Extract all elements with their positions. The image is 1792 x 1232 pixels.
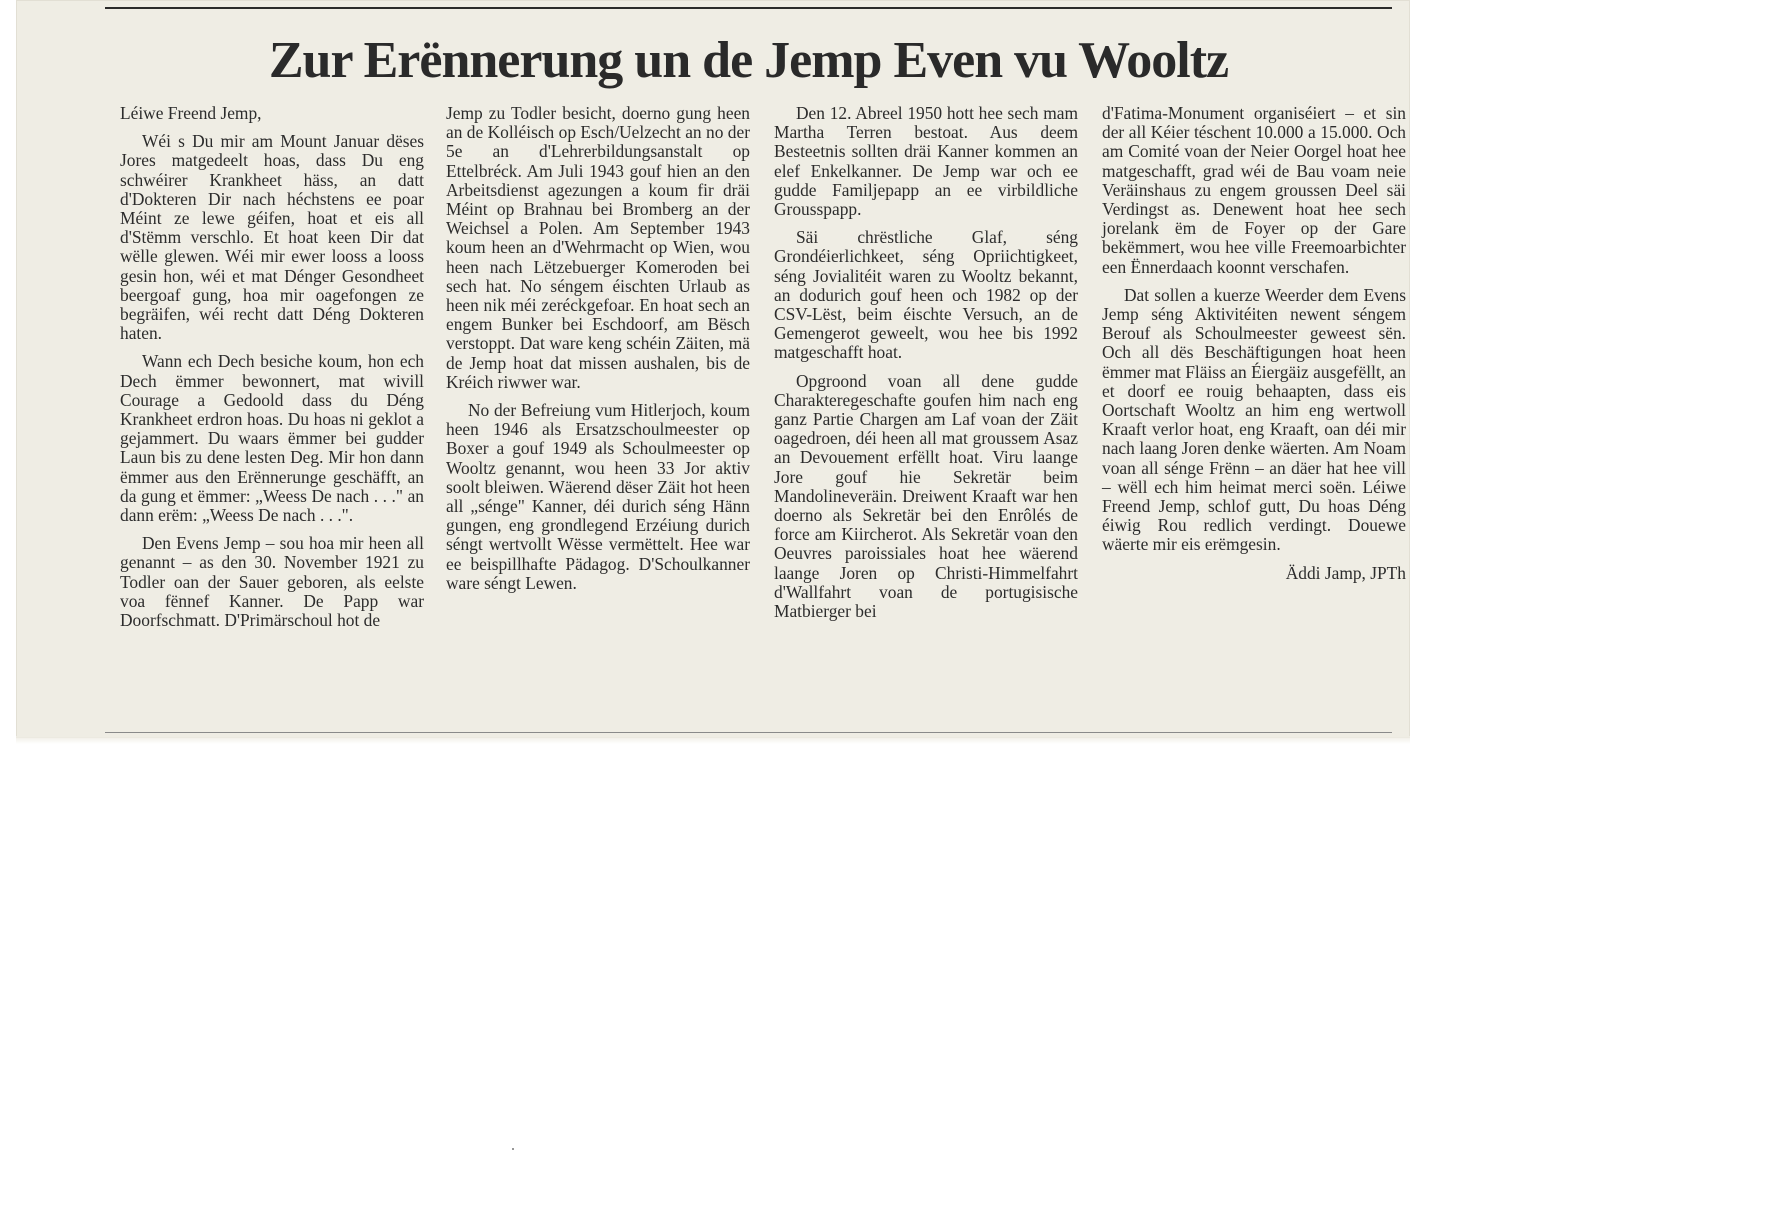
article-column-3 — [774, 104, 1078, 704]
article-column-1 — [120, 104, 424, 704]
paragraph: Dat sollen a kuerze Weerder dem Evens Jemp séng Aktivitéiten newent séngem Berouf als Schoulmeester geweest sën. Och all dës Beschäftigungen hoat heen ëmmer mat Fläiss an Éiergäiz ausgefëllt, an et doorf ee rouig behaapten, dass eis Oortschaft Wooltz an him eng wertwoll Kraaft verlor hoat, eng Kraaft, oan déi mir nach laang Joren denke wäerten. Am Noam voan all sénge Frënn – an däer hat hee vill – wëll ech him heimat merci soën. Léiwe Freend Jemp, schlof gutt, Du hoas Déng éiwig Rou redlich verdingt. Douewe wäerte mir eis erëmgesin. — [1102, 284, 1406, 555]
paragraph: Den Evens Jemp – sou hoa mir heen all genannt – as den 30. November 1921 zu Todler oan der Sauer geboren, als eelste voa fënnef Kanner. De Papp war Doorfschmatt. D'Primärschoul hot de — [120, 533, 424, 631]
article-column-2 — [446, 104, 750, 704]
signature: Äddi Jamp, JPTh — [1285, 562, 1406, 583]
bottom-rule — [105, 732, 1392, 733]
paragraph: Wann ech Dech besiche koum, hon ech Dech ëmmer bewonnert, mat wivill Courage a Gedoold dass du Déng Krankheet erdron hoas. Du hoas ni geklot a gejammert. Du waars ëmmer bei gudder Laun bis zu dene lesten Deg. Mir hon dann ëmmer aus den Erënnerunge geschäfft, an da gung et ëmmer: „Weess De nach . . ." an dann erëm: „Weess De nach . . .". — [120, 351, 424, 526]
newspaper-clipping — [16, 0, 1410, 738]
paragraph: d'Fatima-Monument organiséiert – et sin der all Kéier téschent 10.000 a 15.000. Och am Comité voan der Neier Oorgel hoat hee matgeschafft, grad wéi de Bau voam neie Veräinshaus zu engem groussen Deel säi Verdingst as. Denewent hoat hee sech jorelank ëm de Foyer op der Gare bekëmmert, wou hee ville Freemoarbichter een Ënnerdaach koonnt verschafen. — [1102, 103, 1406, 277]
salutation: Léiwe Freend Jemp, — [120, 103, 262, 123]
paragraph: Wéi s Du mir am Mount Januar dëses Jores matgedeelt hoas, dass Du eng schwéirer Krankheet häss, an datt d'Dokteren Dir nach héchstens ee poar Méint ze lewe géifen, hoat et eis all d'Stëmm verschlo. Et hoat keen Dir dat wëlle glewen. Wéi mir ewer looss a looss gesin hon, wéi et mat Dénger Gesondheet beergoaf gung, hoa mir oagefongen ze begräifen, wéi recht datt Déng Dokteren haten. — [120, 131, 424, 344]
article-column-4 — [1102, 104, 1406, 704]
scan-speck — [512, 1148, 514, 1150]
paragraph: Jemp zu Todler besicht, doerno gung heen an de Kolléisch op Esch/Uelzecht an no der 5e an d'Lehrerbildungsanstalt op Ettelbréck. Am Juli 1943 gouf hien an den Arbeitsdienst agezungen a koum fir dräi Méint op Brahnau bei Bromberg an der Weichsel a Polen. Am September 1943 koum heen an d'Wehrmacht op Wien, wou heen nach Lëtzebuerger Komeroden bei sech hat. No séngem éischten Urlaub as heen nik méi zeréckgefoar. En hoat sech an engem Bunker bei Eschdoorf, am Bësch verstoppt. Dat ware keng schéin Zäiten, mä de Jemp hoat dat missen aushalen, bis de Kréich riwwer war. — [446, 103, 750, 392]
top-rule — [105, 7, 1392, 9]
paragraph: Säi chrëstliche Glaf, séng Grondéierlichkeet, séng Opriichtigkeet, séng Jovialitéit waren zu Wooltz bekannt, an dodurich gouf heen och 1982 op der CSV-Lëst, beim éischte Versuch, an de Gemengerot geweelt, wou hee bis 1992 matgeschafft hoat. — [774, 227, 1078, 363]
paragraph: Den 12. Abreel 1950 hott hee sech mam Martha Terren bestoat. Aus deem Besteetnis sollten dräi Kanner kommen an elef Enkelkanner. De Jemp war och ee gudde Familjepapp an ee virbildliche Grousspapp. — [774, 103, 1078, 220]
paragraph: No der Befreiung vum Hitlerjoch, koum heen 1946 als Ersatzschoulmeester op Boxer a gouf 1949 als Schoulmeester op Wooltz genannt, wou heen 33 Jor aktiv soolt bleiwen. Wäerend dëser Zäit hot heen all „sénge" Kanner, déi durich séng Hänn gungen, eng grondlegend Erzéiung durich séngt wertvollt Wësse vermëttelt. Hee war ee beispillhafte Pädagog. D'Schoulkanner ware séngt Lewen. — [446, 400, 750, 593]
paragraph: Opgroond voan all dene gudde Charakteregeschafte goufen him nach eng ganz Partie Chargen am Laf voan der Zäit oagedroen, déi heen all mat groussem Asaz an Devouement erfëllt hoat. Viru laange Jore gouf hie Sekretär beim Mandolineveräin. Dreiwent Kraaft war hen doerno als Sekretär bei den Enrôlés de force am Kiircherot. Als Sekretär voan den Oeuvres paroissiales hoat hee wäerend laange Joren op Christi-Himmelfahrt d'Wallfahrt voan de portugisische Matbierger bei — [774, 370, 1078, 622]
article-title: Zur Erënnerung un de Jemp Even vu Wooltz — [268, 32, 1229, 89]
